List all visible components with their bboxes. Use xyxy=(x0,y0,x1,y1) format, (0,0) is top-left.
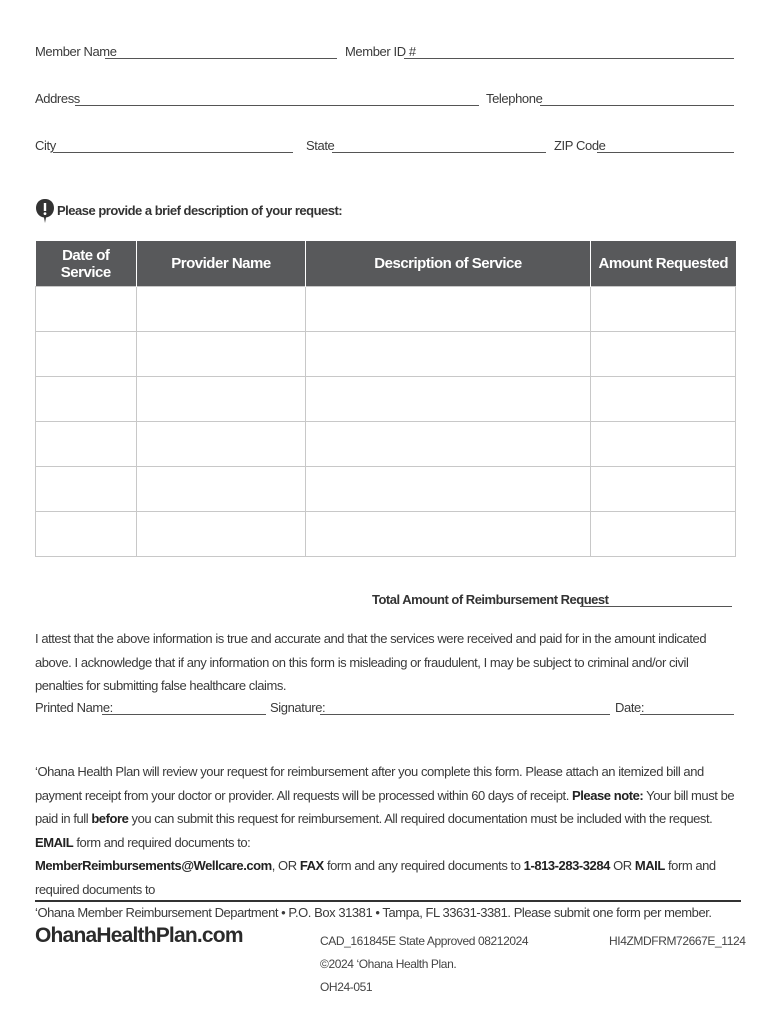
table-row xyxy=(36,332,736,377)
mailing-address: ‘Ohana Member Reimbursement Department • P.O. Box 31381 • Tampa, FL 33631-3381. Please submit one form per member. xyxy=(35,905,712,920)
signature-label: Signature: xyxy=(270,700,326,715)
description-cell[interactable] xyxy=(306,467,591,512)
column-header-date: Date of Service xyxy=(36,241,137,287)
instructions-intro: ‘Ohana Health Plan will review your request for reimbursement after you complete this form. Please attach an itemized bill and payment receipt from your doctor or provider. All requests will be processed within 60 days of receipt. xyxy=(35,764,704,803)
or-text: OR xyxy=(613,858,632,873)
date-cell[interactable] xyxy=(36,512,137,557)
request-description-label: Please provide a brief description of your request: xyxy=(57,203,343,218)
exclamation-bubble-icon xyxy=(35,198,55,224)
table-row xyxy=(36,377,736,422)
amount-cell[interactable] xyxy=(591,422,736,467)
description-cell[interactable] xyxy=(306,377,591,422)
description-cell[interactable] xyxy=(306,332,591,377)
amount-cell[interactable] xyxy=(591,287,736,332)
table-row xyxy=(36,287,736,332)
provider-cell[interactable] xyxy=(137,467,306,512)
description-cell[interactable] xyxy=(306,287,591,332)
amount-cell[interactable] xyxy=(591,467,736,512)
date-cell[interactable] xyxy=(36,422,137,467)
instructions-documentation: you can submit this request for reimbursement. All required documentation must be included with the request. xyxy=(131,811,713,826)
telephone-field[interactable] xyxy=(540,105,734,106)
provider-cell[interactable] xyxy=(137,377,306,422)
state-field[interactable] xyxy=(332,152,546,153)
state-label: State xyxy=(306,138,335,153)
city-row xyxy=(35,138,734,158)
date-field[interactable] xyxy=(640,714,734,715)
attestation-text: I attest that the above information is true and accurate and that the services were received and paid for in the amount indicated above. I acknowledge that if any information on this form is misleading or fraudulent, I may be subject to criminal and/or civil penalties for submitting false healthcare claims. xyxy=(35,631,707,693)
member-name-label: Member Name xyxy=(35,44,117,59)
fax-number: 1-813-283-3284 xyxy=(523,858,610,873)
date-cell[interactable] xyxy=(36,467,137,512)
fax-method-label: FAX xyxy=(299,858,324,873)
form-id: HI4ZMDFRM72667E_1124 xyxy=(609,934,746,948)
date-cell[interactable] xyxy=(36,287,137,332)
column-header-amount: Amount Requested xyxy=(591,241,736,287)
description-cell[interactable] xyxy=(306,512,591,557)
provider-cell[interactable] xyxy=(137,332,306,377)
website-link[interactable]: OhanaHealthPlan.com xyxy=(35,924,243,947)
total-amount-field[interactable] xyxy=(580,606,732,607)
email-method-label: EMAIL xyxy=(35,834,74,850)
telephone-label: Telephone xyxy=(486,91,543,106)
provider-cell[interactable] xyxy=(137,287,306,332)
document-code: OH24-051 xyxy=(320,980,373,994)
table-row xyxy=(36,512,736,557)
total-amount-label: Total Amount of Reimbursement Request xyxy=(372,592,609,607)
date-cell[interactable] xyxy=(36,377,137,422)
provider-cell[interactable] xyxy=(137,422,306,467)
printed-name-field[interactable] xyxy=(102,714,266,715)
city-field[interactable] xyxy=(53,152,293,153)
mail-method-label: MAIL xyxy=(634,858,665,873)
date-label: Date: xyxy=(615,700,645,715)
instructions-paid: Your bill must be paid in full xyxy=(35,787,735,826)
table-row xyxy=(36,422,736,467)
amount-cell[interactable] xyxy=(591,377,736,422)
column-header-description: Description of Service xyxy=(306,241,591,287)
address-label: Address xyxy=(35,91,80,106)
member-id-field[interactable] xyxy=(404,58,734,59)
table-header-row xyxy=(36,241,736,287)
amount-cell[interactable] xyxy=(591,512,736,557)
member-name-row xyxy=(35,44,734,64)
address-row xyxy=(35,91,734,111)
reimbursement-email-link[interactable]: MemberReimbursements@Wellcare.com xyxy=(35,858,272,873)
footer-divider xyxy=(35,900,741,902)
city-label: City xyxy=(35,138,56,153)
approval-code: CAD_161845E State Approved 08212024 xyxy=(320,934,529,948)
before-emphasis: before xyxy=(91,811,129,826)
footer-approval-block xyxy=(320,930,528,999)
amount-cell[interactable] xyxy=(591,332,736,377)
date-cell[interactable] xyxy=(36,332,137,377)
printed-name-label: Printed Name: xyxy=(35,700,113,715)
signature-field[interactable] xyxy=(320,714,610,715)
zip-field[interactable] xyxy=(597,152,734,153)
services-table xyxy=(35,241,736,557)
signature-row xyxy=(35,700,734,720)
description-cell[interactable] xyxy=(306,422,591,467)
instructions-email: form and required documents to: xyxy=(76,834,251,850)
copyright-text: ©2024 ‘Ohana Health Plan. xyxy=(320,957,457,971)
provider-cell[interactable] xyxy=(137,512,306,557)
address-field[interactable] xyxy=(75,105,479,106)
member-id-label: Member ID # xyxy=(345,44,416,59)
instructions-mail: form and required documents to xyxy=(35,858,716,897)
zip-label: ZIP Code xyxy=(554,138,606,153)
column-header-provider: Provider Name xyxy=(137,241,306,287)
table-row xyxy=(36,467,736,512)
instructions-fax: form and any required documents to xyxy=(326,858,521,873)
member-name-field[interactable] xyxy=(105,58,337,59)
or-text: , OR xyxy=(271,858,297,873)
note-label: Please note: xyxy=(572,787,644,803)
